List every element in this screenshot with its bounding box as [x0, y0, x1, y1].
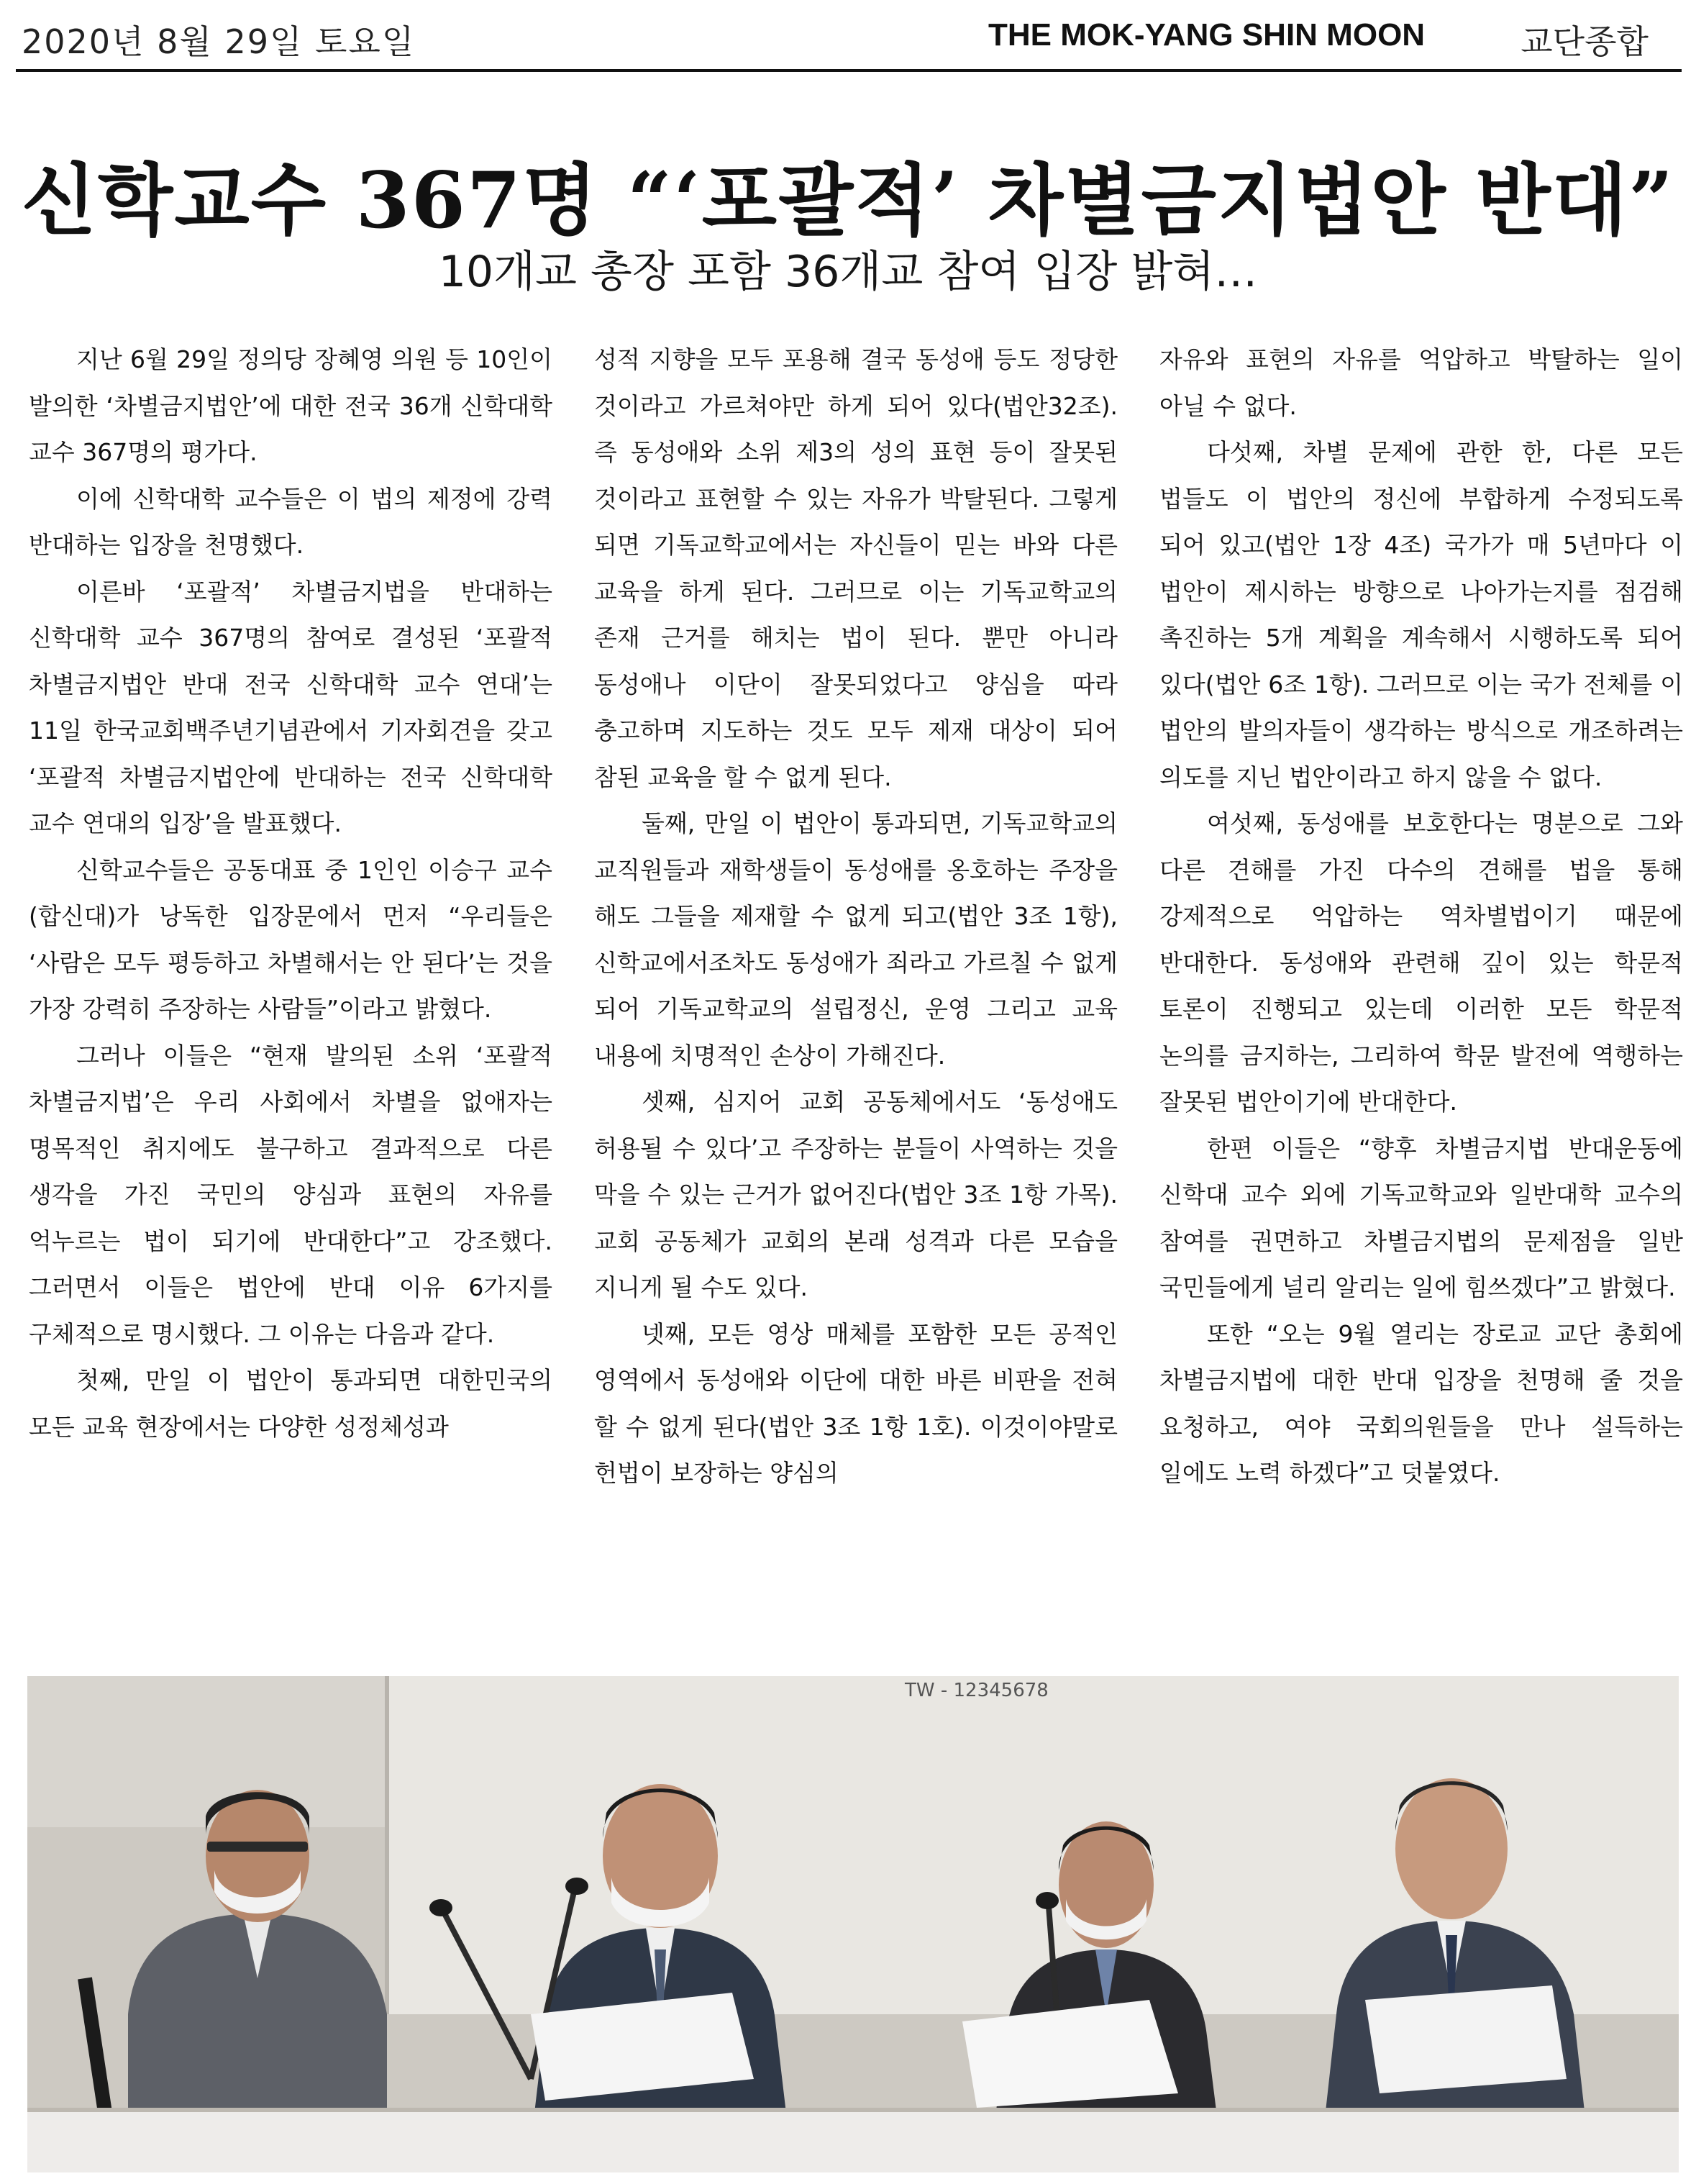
article-column-1 — [29, 337, 552, 1450]
issue-date: 2020년 8월 29일 토요일 — [22, 22, 416, 61]
article-column-2 — [594, 337, 1118, 1497]
article-column-3 — [1159, 337, 1683, 1497]
paragraph: 그러나 이들은 “현재 발의된 소위 ‘포괄적 차별금지법’은 우리 사회에서 차별을 없애자는 명목적인 취지에도 불구하고 결과적으로 다른 생각을 가진 국민의 양심과 표현의 자유를 억누르는 법이 되기에 반대한다”고 강조했다. 그러면서 이들은 법안에 반대 이유 6가지를 구체적으로 명시했다. 그 이유는 다음과 같다. — [29, 1041, 552, 1348]
press-conference-photo — [27, 1676, 1679, 2172]
paragraph: 여섯째, 동성애를 보호한다는 명분으로 그와 다른 견해를 가진 다수의 견해를 법을 통해 강제적으로 억압하는 역차별법이기 때문에 반대한다. 동성애와 관련해 깊이 있는 학문적 토론이 진행되고 있는데 이러한 모든 학문적 논의를 금지하는, 그리하여 학문 발전에 역행하는 잘못된 법안이기에 반대한다. — [1159, 809, 1683, 1116]
paragraph: 이에 신학대학 교수들은 이 법의 제정에 강력 반대하는 입장을 천명했다. — [29, 484, 552, 559]
paragraph: 넷째, 모든 영상 매체를 포함한 모든 공적인 영역에서 동성애와 이단에 대한 바른 비판을 전혀 할 수 없게 된다(법안 3조 1항 1호). 이것이야말로 헌법이 보장하는 양심의 — [594, 1319, 1118, 1487]
paragraph: 다섯째, 차별 문제에 관한 한, 다른 모든 법들도 이 법안의 정신에 부합하게 수정되도록 되어 있고(법안 1장 4조) 국가가 매 5년마다 이 법안이 제시하는 방향으로 나아가는지를 점검해 촉진하는 5개 계획을 계속해서 시행하도록 되어 있다(법안 6조 1항). 그러므로 이는 국가 전체를 이 법안의 발의자들이 생각하는 방식으로 개조하려는 의도를 지닌 법안이라고 하지 않을 수 없다. — [1159, 438, 1683, 791]
masthead — [16, 0, 1682, 72]
whiteboard-text: TW - 12345678 — [905, 1680, 1049, 1701]
paragraph: 자유와 표현의 자유를 억압하고 박탈하는 일이 아닐 수 없다. — [1159, 345, 1683, 420]
paragraph: 첫째, 만일 이 법안이 통과되면 대한민국의 모든 교육 현장에서는 다양한 성정체성과 — [29, 1366, 552, 1441]
headline: 신학교수 367명 “‘포괄적’ 차별금지법안 반대” — [21, 155, 1675, 247]
paragraph: 이른바 ‘포괄적’ 차별금지법을 반대하는 신학대학 교수 367명의 참여로 결성된 ‘포괄적 차별금지법안 반대 전국 신학대학 교수 연대’는 11일 한국교회백주년기념관에서 기자회견을 갖고 ‘포괄적 차별금지법안에 반대하는 전국 신학대학 교수 연대의 입장’을 발표했다. — [29, 577, 552, 837]
newspaper-name: THE MOK-YANG SHIN MOON — [988, 17, 1426, 53]
paragraph: 신학교수들은 공동대표 중 1인인 이승구 교수(합신대)가 낭독한 입장문에서 먼저 “우리들은 ‘사람은 모두 평등하고 차별해서는 안 된다’는 것을 가장 강력히 주장하는 사람들”이라고 밝혔다. — [29, 855, 552, 1023]
paragraph: 성적 지향을 모두 포용해 결국 동성애 등도 정당한 것이라고 가르쳐야만 하게 되어 있다(법안32조). 즉 동성애와 소위 제3의 성의 표현 등이 잘못된 것이라고 표현할 수 있는 자유가 박탈된다. 그렇게 되면 기독교학교에서는 자신들이 믿는 바와 다른 교육을 하게 된다. 그러므로 이는 기독교학교의 존재 근거를 해치는 법이 된다. 뿐만 아니라 동성애나 이단이 잘못되었다고 양심을 따라 충고하며 지도하는 것도 모두 제재 대상이 되어 참된 교육을 할 수 없게 된다. — [594, 345, 1118, 791]
paragraph: 지난 6월 29일 정의당 장혜영 의원 등 10인이 발의한 ‘차별금지법안’에 대한 전국 36개 신학대학 교수 367명의 평가다. — [29, 345, 552, 466]
paragraph: 또한 “오는 9월 열리는 장로교 교단 총회에 차별금지법에 대한 반대 입장을 천명해 줄 것을 요청하고, 여야 국회의원들을 만나 설득하는 일에도 노력 하겠다”고 덧붙였다. — [1159, 1319, 1684, 1487]
paragraph: 둘째, 만일 이 법안이 통과되면, 기독교학교의 교직원들과 재학생들이 동성애를 옹호하는 주장을 해도 그들을 제재할 수 없게 되고(법안 3조 1항), 신학교에서조차도 동성애가 죄라고 가르칠 수 없게 되어 기독교학교의 설립정신, 운영 그리고 교육 내용에 치명적인 손상이 가해진다. — [594, 809, 1118, 1070]
paragraph: 셋째, 심지어 교회 공동체에서도 ‘동성애도 허용될 수 있다’고 주장하는 분들이 사역하는 것을 막을 수 있는 근거가 없어진다(법안 3조 1항 가목). 교회 공동체가 교회의 본래 성격과 다른 모습을 지니게 될 수도 있다. — [594, 1088, 1118, 1301]
table — [27, 2108, 1679, 2172]
subheadline: 10개교 총장 포함 36개교 참여 입장 밝혀… — [438, 247, 1258, 297]
paragraph: 한편 이들은 “향후 차별금지법 반대운동에 신학대 교수 외에 기독교학교와 일반대학 교수의 참여를 권면하고 차별금지법의 문제점을 일반 국민들에게 널리 알리는 일에 힘쓰겠다”고 밝혔다. — [1159, 1134, 1683, 1301]
section-name: 교단종합 — [1521, 22, 1649, 61]
